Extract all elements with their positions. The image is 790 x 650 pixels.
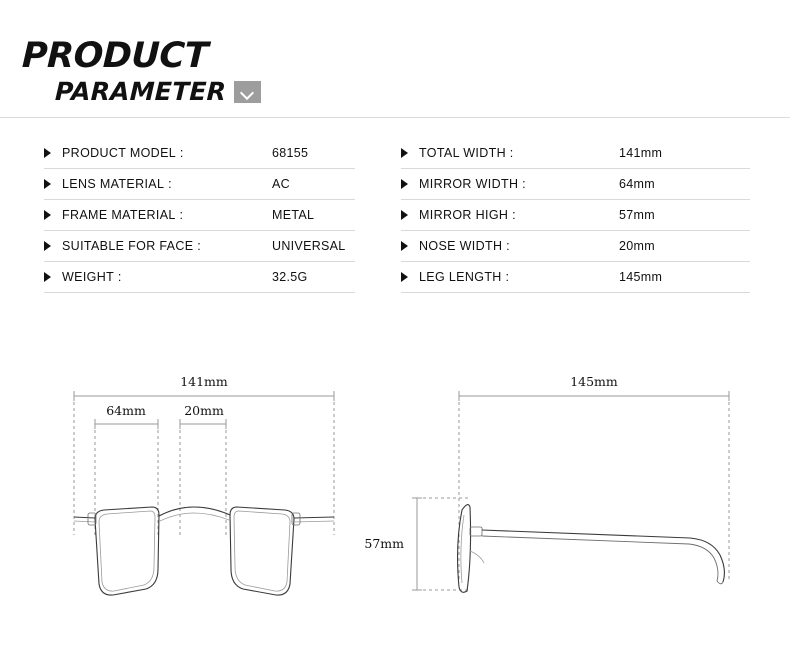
spec-label: LENS MATERIAL : bbox=[62, 177, 172, 191]
spec-label: FRAME MATERIAL : bbox=[62, 208, 184, 222]
table-row bbox=[44, 262, 355, 293]
spec-value: 64mm bbox=[619, 177, 655, 191]
mirror-width-label: 64mm bbox=[106, 403, 146, 418]
page-title bbox=[22, 38, 261, 106]
mirror-high-label: 57mm bbox=[364, 536, 404, 551]
triangle-bullet-icon bbox=[401, 241, 408, 251]
leg-length-dimension bbox=[459, 391, 729, 580]
spec-label: SUITABLE FOR FACE : bbox=[62, 239, 202, 253]
mirror-width-dimension bbox=[95, 419, 158, 535]
table-row bbox=[401, 262, 750, 293]
spec-value: AC bbox=[272, 177, 290, 191]
table-row bbox=[44, 138, 355, 169]
table-row bbox=[401, 169, 750, 200]
spec-label: MIRROR HIGH : bbox=[419, 208, 516, 222]
spec-value: 32.5G bbox=[272, 270, 308, 284]
header-divider bbox=[0, 117, 790, 118]
page-title-line2: PARAMETER bbox=[54, 77, 227, 106]
spec-value: 57mm bbox=[619, 208, 655, 222]
triangle-bullet-icon bbox=[44, 179, 51, 189]
nose-width-dimension bbox=[180, 419, 226, 535]
triangle-bullet-icon bbox=[44, 148, 51, 158]
specification-column-right bbox=[395, 138, 790, 293]
spec-value: METAL bbox=[272, 208, 315, 222]
table-row bbox=[44, 200, 355, 231]
spec-label: LEG LENGTH : bbox=[419, 270, 510, 284]
triangle-bullet-icon bbox=[401, 179, 408, 189]
nose-width-label: 20mm bbox=[184, 403, 224, 418]
spec-value: 68155 bbox=[272, 146, 309, 160]
triangle-bullet-icon bbox=[44, 272, 51, 282]
specification-column-left bbox=[0, 138, 395, 293]
glasses-dimension-drawing bbox=[0, 355, 790, 650]
spec-value: 145mm bbox=[619, 270, 663, 284]
spec-value: 20mm bbox=[619, 239, 655, 253]
triangle-bullet-icon bbox=[44, 241, 51, 251]
spec-value: 141mm bbox=[619, 146, 663, 160]
specification-table bbox=[0, 138, 790, 293]
spec-label: MIRROR WIDTH : bbox=[419, 177, 526, 191]
spec-label: TOTAL WIDTH : bbox=[419, 146, 514, 160]
spec-label: WEIGHT : bbox=[62, 270, 122, 284]
chevron-down-icon bbox=[234, 81, 261, 103]
triangle-bullet-icon bbox=[401, 272, 408, 282]
triangle-bullet-icon bbox=[401, 148, 408, 158]
leg-length-label: 145mm bbox=[570, 374, 618, 389]
table-row bbox=[401, 138, 750, 169]
table-row bbox=[401, 231, 750, 262]
side-view-diagram bbox=[364, 374, 729, 592]
spec-label: NOSE WIDTH : bbox=[419, 239, 511, 253]
table-row bbox=[44, 231, 355, 262]
glasses-side-outline bbox=[458, 505, 725, 593]
page-title-line2-row bbox=[55, 77, 261, 106]
dimension-diagrams bbox=[0, 355, 790, 650]
front-view-diagram bbox=[74, 374, 334, 595]
table-row bbox=[401, 200, 750, 231]
total-width-label: 141mm bbox=[180, 374, 228, 389]
triangle-bullet-icon bbox=[401, 210, 408, 220]
glasses-front-outline bbox=[74, 507, 334, 595]
page-title-line1: PRODUCT bbox=[21, 36, 209, 76]
table-row bbox=[44, 169, 355, 200]
spec-value: UNIVERSAL bbox=[272, 239, 346, 253]
page-header bbox=[0, 0, 790, 118]
spec-label: PRODUCT MODEL : bbox=[62, 146, 184, 160]
triangle-bullet-icon bbox=[44, 210, 51, 220]
